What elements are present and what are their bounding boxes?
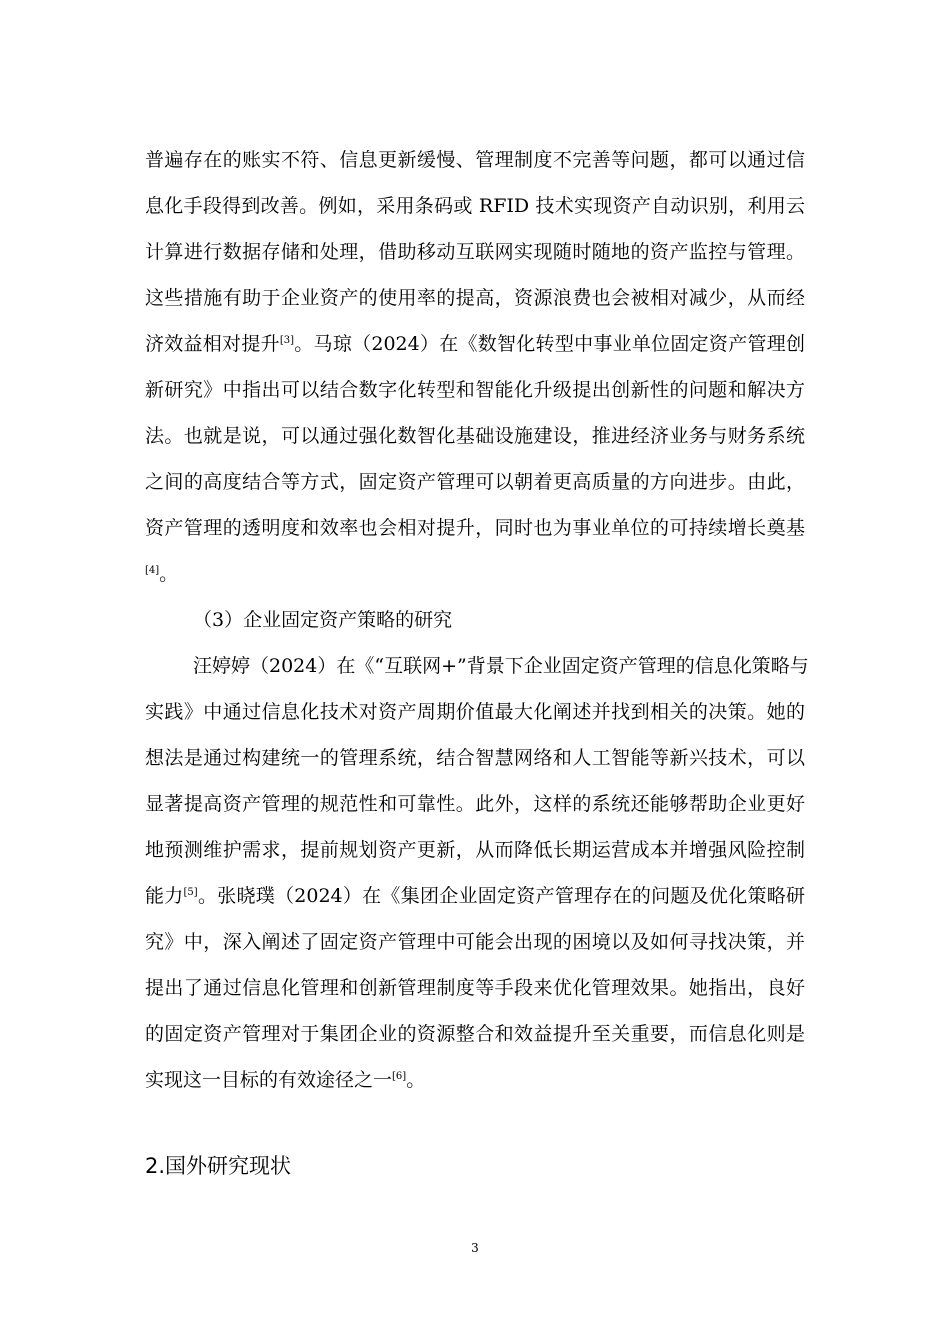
- paragraph2-line-4: 显著提高资产管理的规范性和可靠性。此外，这样的系统还能够帮助企业更好: [145, 793, 805, 815]
- paragraph2-line-7: 究》中，深入阐述了固定资产管理中可能会出现的困境以及如何寻找决策，并: [145, 931, 805, 953]
- paragraph1-line-10-end: 。: [159, 563, 179, 585]
- paragraph2-line-5: 地预测维护需求，提前规划资产更新，从而降低长期运营成本并增强风险控制: [145, 839, 805, 861]
- paragraph1-line-8: 之间的高度结合等方式，固定资产管理可以朝着更高质量的方向进步。由此，: [145, 471, 805, 493]
- page-number: 3: [471, 1241, 479, 1255]
- paragraph2-line-6-tail: 。张晓璞（2024）在《集团企业固定资产管理存在的问题及优化策略研: [197, 885, 805, 907]
- paragraph1-line-5-head: 济效益相对提升: [145, 333, 280, 355]
- paragraph1-line-7: 法。也就是说，可以通过强化数智化基础设施建设，推进经济业务与财务系统: [145, 425, 805, 447]
- paragraph1-line-5-tail: 。马琼（2024）在《数智化转型中事业单位固定资产管理创: [294, 333, 805, 355]
- paragraph2-line-8: 提出了通过信息化管理和创新管理制度等手段来优化管理效果。她指出，良好: [145, 977, 805, 999]
- paragraph1-line-1: 普遍存在的账实不符、信息更新缓慢、管理制度不完善等问题，都可以通过信: [145, 149, 805, 171]
- paragraph1-line-6: 新研究》中指出可以结合数字化转型和智能化升级提出创新性的问题和解决方: [145, 379, 805, 401]
- paragraph2-line-6-head: 能力: [145, 885, 184, 907]
- paragraph1-line-10: [145, 562, 178, 586]
- paragraph2-line-10-head: 实现这一目标的有效途径之一: [145, 1069, 393, 1091]
- subheading: （3）企业固定资产策略的研究: [193, 609, 453, 631]
- paragraph2-line-6: [145, 884, 805, 908]
- paragraph2-line-10: [145, 1068, 425, 1092]
- paragraph1-line-5: [145, 332, 805, 356]
- paragraph1-line-9: 资产管理的透明度和效率也会相对提升，同时也为事业单位的可持续增长奠基: [145, 517, 805, 539]
- paragraph1-line-2: 息化手段得到改善。例如，采用条码或 RFID 技术实现资产自动识别，利用云: [145, 195, 805, 217]
- paragraph2-line-3: 想法是通过构建统一的管理系统，结合智慧网络和人工智能等新兴技术，可以: [145, 747, 805, 769]
- citation-6: [6]: [392, 1071, 407, 1082]
- paragraph2-line-2: 实践》中通过信息化技术对资产周期价值最大化阐述并找到相关的决策。她的: [145, 701, 805, 723]
- paragraph2-line-10-end: 。: [406, 1069, 426, 1091]
- paragraph1-line-4: 这些措施有助于企业资产的使用率的提高，资源浪费也会被相对减少，从而经: [145, 287, 805, 309]
- citation-3: [3]: [279, 335, 295, 346]
- section-heading: 2.国外研究现状: [145, 1154, 292, 1178]
- paragraph1-line-3: 计算进行数据存储和处理，借助移动互联网实现随时随地的资产监控与管理。: [145, 241, 805, 263]
- citation-5: [5]: [183, 887, 198, 898]
- citation-4: [4]: [145, 565, 160, 576]
- paragraph2-line-9: 的固定资产管理对于集团企业的资源整合和效益提升至关重要，而信息化则是: [145, 1023, 805, 1045]
- paragraph2-line-1: 汪婷婷（2024）在《“互联网+”背景下企业固定资产管理的信息化策略与: [193, 655, 809, 677]
